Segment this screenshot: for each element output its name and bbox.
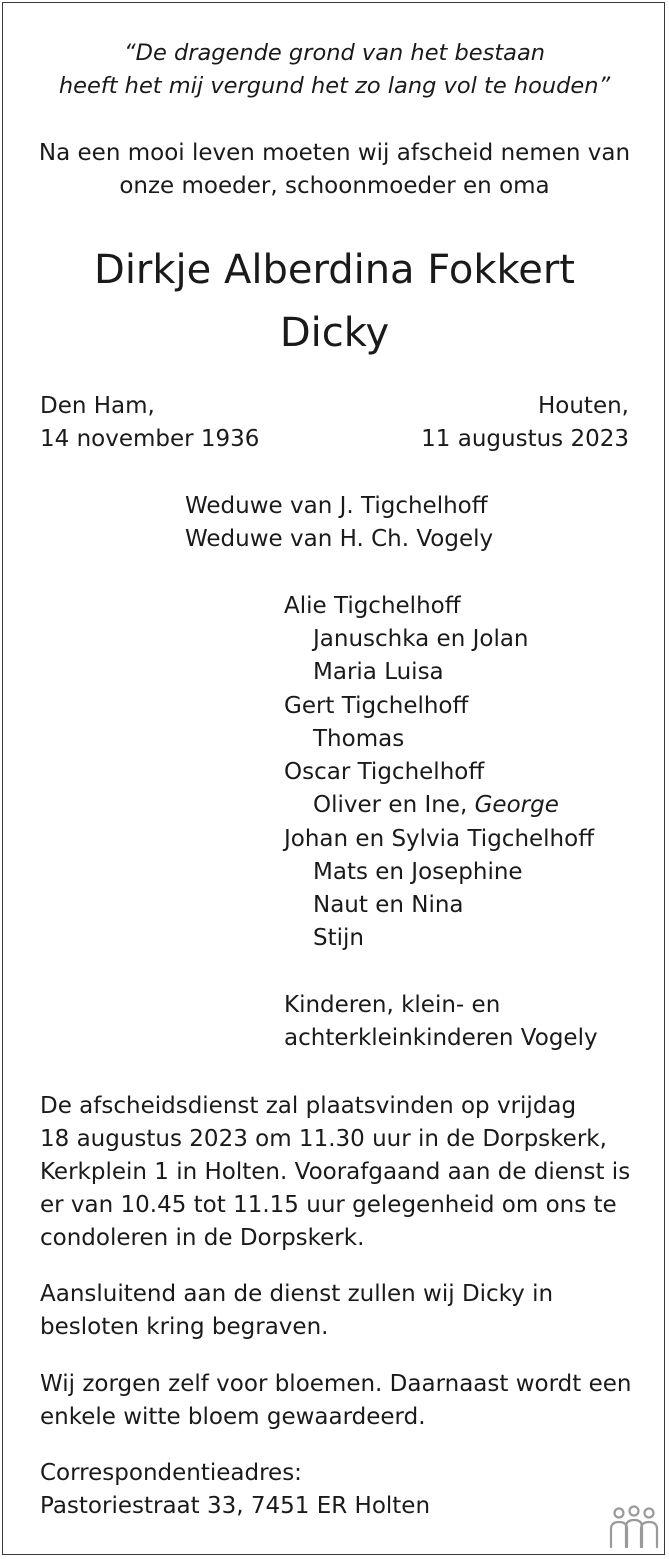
service-line: De afscheidsdienst zal plaatsvinden op vrijdag xyxy=(40,1093,577,1119)
burial-line: besloten kring begraven. xyxy=(40,1314,329,1340)
people-logo-icon xyxy=(606,1505,662,1551)
quote-line-1: “De dragende grond van het bestaan xyxy=(123,40,546,66)
correspondence-address: Pastoriestraat 33, 7451 ER Holten xyxy=(40,1493,431,1519)
deceased-full-name: Dirkje Alberdina Fokkert xyxy=(94,247,575,293)
death-place: Houten, xyxy=(537,393,629,419)
family-grandchild: Maria Luisa xyxy=(313,659,444,685)
flowers-line: enkele witte bloem gewaardeerd. xyxy=(40,1404,426,1430)
service-line: condoleren in de Dorpskerk. xyxy=(40,1225,365,1251)
family-great-grandchild: George xyxy=(474,792,559,818)
burial-line: Aansluitend aan de dienst zullen wij Dicky in xyxy=(40,1281,554,1307)
family-grandchild: Stijn xyxy=(313,925,364,951)
family-grandchild: Mats en Josephine xyxy=(313,859,523,885)
service-line: Kerkplein 1 in Holten. Voorafgaand aan de dienst is xyxy=(40,1159,631,1185)
family-grandchild: Thomas xyxy=(313,726,405,752)
quote-line-2: heeft het mij vergund het zo lang vol te houden” xyxy=(58,73,611,99)
death-date: 11 augustus 2023 xyxy=(421,426,629,452)
family-child: Johan en Sylvia Tigchelhoff xyxy=(284,826,595,852)
birth-date: 14 november 1936 xyxy=(40,426,260,452)
service-line: er van 10.45 tot 11.15 uur gelegenheid om ons te xyxy=(40,1192,617,1218)
service-line: 18 augustus 2023 om 11.30 uur in de Dorpskerk, xyxy=(40,1126,607,1152)
family-grandchild-names: Oliver en Ine, xyxy=(313,792,468,818)
widow-of-line: Weduwe van H. Ch. Vogely xyxy=(185,526,494,552)
correspondence-label: Correspondentieadres: xyxy=(40,1460,302,1486)
deceased-nickname: Dicky xyxy=(279,310,390,356)
widow-of-line: Weduwe van J. Tigchelhoff xyxy=(185,493,488,519)
family-child: Gert Tigchelhoff xyxy=(284,693,469,719)
family-child: Oscar Tigchelhoff xyxy=(284,759,485,785)
vogely-line-2: achterkleinkinderen Vogely xyxy=(284,1025,598,1051)
birth-place: Den Ham, xyxy=(40,393,155,419)
flowers-line: Wij zorgen zelf voor bloemen. Daarnaast wordt een xyxy=(40,1371,632,1397)
family-grandchild: Januschka en Jolan xyxy=(313,626,529,652)
vogely-line-1: Kinderen, klein- en xyxy=(284,992,501,1018)
intro-line-2: onze moeder, schoonmoeder en oma xyxy=(119,173,550,199)
family-grandchild: Naut en Nina xyxy=(313,892,464,918)
family-grandchild xyxy=(313,789,559,822)
intro-line-1: Na een mooi leven moeten wij afscheid nemen van xyxy=(38,140,631,166)
family-child: Alie Tigchelhoff xyxy=(284,593,461,619)
